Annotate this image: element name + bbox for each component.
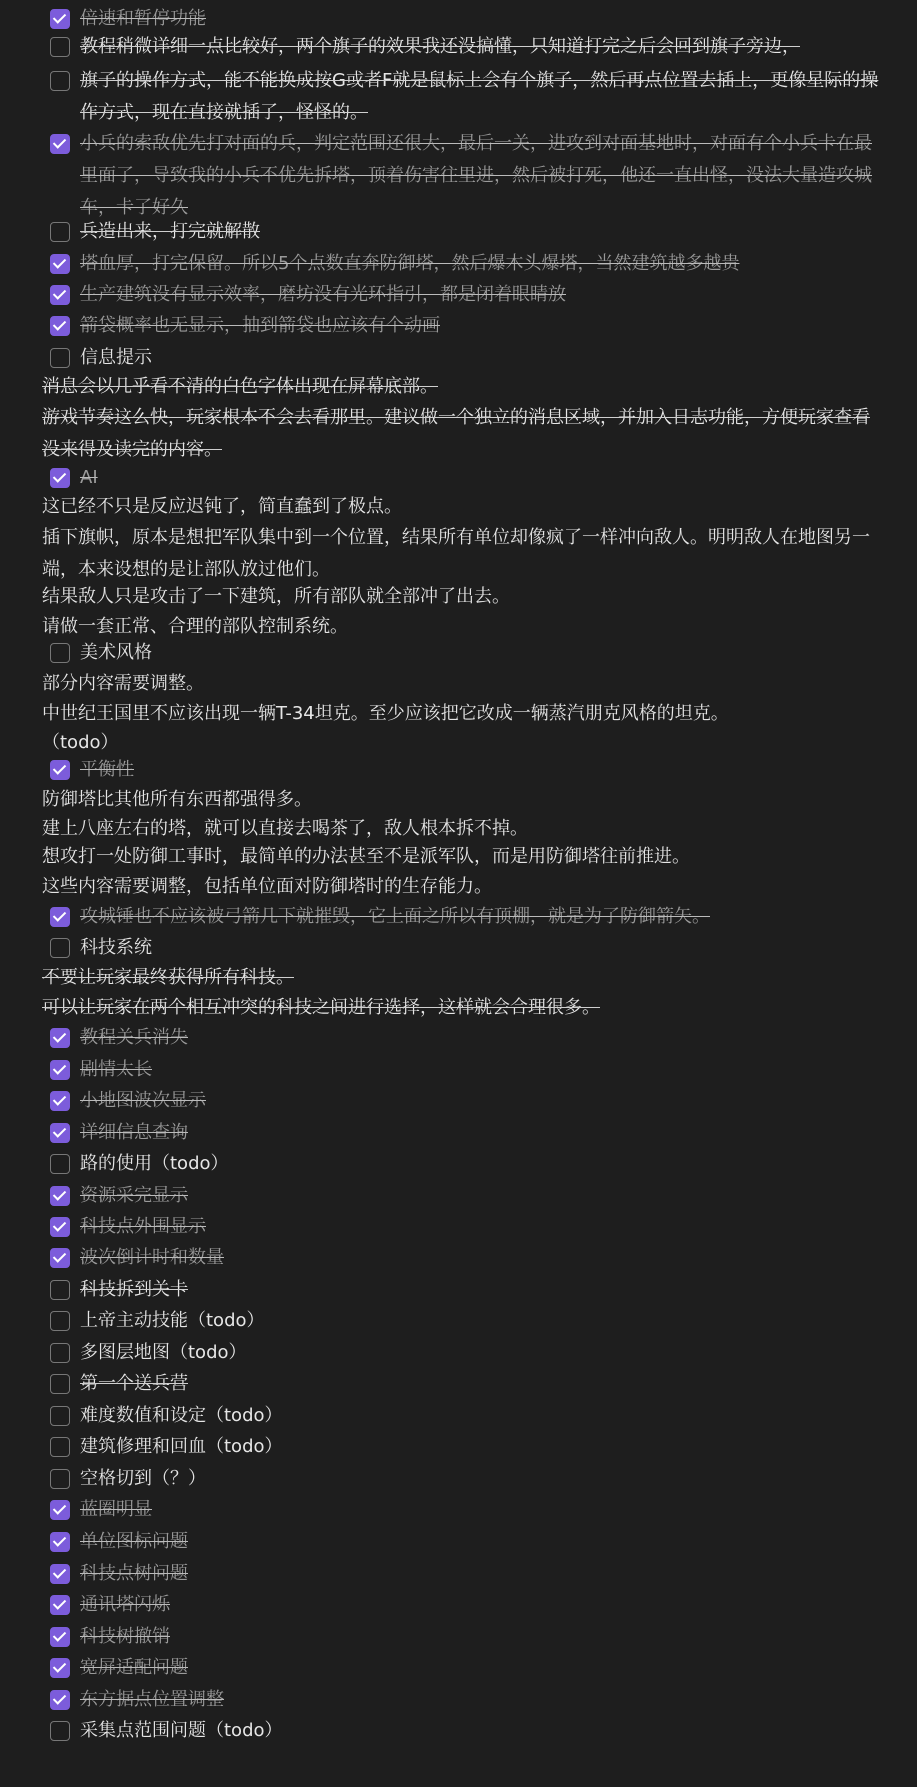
task-item xyxy=(50,279,880,311)
paragraph: （todo） xyxy=(42,732,119,753)
task-item xyxy=(50,901,880,933)
task-item xyxy=(50,1652,880,1684)
task-item xyxy=(50,216,880,248)
task-text: 箭袋概率也无显示，抽到箭袋也应该有个动画 xyxy=(80,315,440,336)
checkbox-unchecked[interactable] xyxy=(50,1721,70,1741)
task-text: 空格切到（？） xyxy=(80,1468,206,1489)
task-text: 塔血厚，打完保留。所以5个点数直奔防御塔，然后爆木头爆塔，当然建筑越多越贵 xyxy=(80,253,740,274)
paragraph: 中世纪王国里不应该出现一辆T-34坦克。至少应该把它改成一辆蒸汽朋克风格的坦克。 xyxy=(42,703,729,724)
task-item xyxy=(50,1621,880,1653)
paragraph: 请做一套正常、合理的部队控制系统。 xyxy=(42,616,348,637)
paragraph: 可以让玩家在两个相互冲突的科技之间进行选择，这样就会合理很多。 xyxy=(42,997,600,1018)
checkbox-checked[interactable] xyxy=(50,134,70,154)
task-text: 科技点树问题 xyxy=(80,1563,188,1584)
paragraph: 消息会以几乎看不清的白色字体出现在屏幕底部。 xyxy=(42,376,438,397)
checkbox-checked[interactable] xyxy=(50,1186,70,1206)
task-text: 单位图标问题 xyxy=(80,1531,188,1552)
checkbox-checked[interactable] xyxy=(50,1500,70,1520)
task-text: 教程关兵消失 xyxy=(80,1027,188,1048)
checkbox-checked[interactable] xyxy=(50,1248,70,1268)
task-item xyxy=(50,1117,880,1149)
task-item xyxy=(50,1180,880,1212)
task-text: 科技拆到关卡 xyxy=(80,1279,188,1300)
task-item xyxy=(50,754,880,786)
task-text: 小地图波次显示 xyxy=(80,1090,206,1111)
checkbox-unchecked[interactable] xyxy=(50,1469,70,1489)
checkbox-unchecked[interactable] xyxy=(50,1374,70,1394)
task-item xyxy=(50,1526,880,1558)
task-text: 资源采完显示 xyxy=(80,1185,188,1206)
checkbox-checked[interactable] xyxy=(50,1658,70,1678)
checkbox-unchecked[interactable] xyxy=(50,1343,70,1363)
task-text: 生产建筑没有显示效率，磨坊没有光环指引，都是闭着眼睛放 xyxy=(80,284,566,305)
checkbox-checked[interactable] xyxy=(50,285,70,305)
task-text: 采集点范围问题（todo） xyxy=(80,1720,283,1741)
task-item xyxy=(50,1431,880,1463)
task-item xyxy=(50,1211,880,1243)
checkbox-unchecked[interactable] xyxy=(50,1154,70,1174)
task-item xyxy=(50,1558,880,1590)
checkbox-unchecked[interactable] xyxy=(50,938,70,958)
paragraph: 游戏节奏这么快，玩家根本不会去看那里。建议做一个独立的消息区域，并加入日志功能，方便玩家查看没来得及读完的内容。 xyxy=(42,407,870,460)
task-item xyxy=(50,637,880,669)
task-item xyxy=(50,1463,880,1495)
checkbox-checked[interactable] xyxy=(50,1217,70,1237)
checkbox-checked[interactable] xyxy=(50,907,70,927)
task-text: 小兵的索敌优先打对面的兵，判定范围还很大，最后一关，进攻到对面基地时，对面有个小兵卡在最里面了，导致我的小兵不优先拆塔，顶着伤害往里进，然后被打死，他还一直出怪，没法大量造攻城车，卡了好久 xyxy=(80,133,872,218)
task-item xyxy=(50,1337,880,1369)
task-text: 信息提示 xyxy=(80,347,152,368)
task-text: 难度数值和设定（todo） xyxy=(80,1405,283,1426)
task-text: 科技系统 xyxy=(80,937,152,958)
task-item xyxy=(50,1400,880,1432)
task-item xyxy=(50,1022,880,1054)
task-item xyxy=(50,248,880,280)
task-text: 兵造出来，打完就解散 xyxy=(80,221,260,242)
task-text: 旗子的操作方式，能不能换成按G或者F就是鼠标上会有个旗子，然后再点位置去插上，更像星际的操作方式，现在直接就插了，怪怪的。 xyxy=(80,70,879,123)
task-text: 建筑修理和回血（todo） xyxy=(80,1436,283,1457)
task-text: 波次倒计时和数量 xyxy=(80,1247,224,1268)
task-text: 东方据点位置调整 xyxy=(80,1689,224,1710)
task-text: 详细信息查询 xyxy=(80,1122,188,1143)
task-item xyxy=(50,462,880,494)
checkbox-checked[interactable] xyxy=(50,254,70,274)
task-item xyxy=(50,1305,880,1337)
task-item xyxy=(50,65,880,129)
task-text: 平衡性 xyxy=(80,759,134,780)
paragraph: 插下旗帜，原本是想把军队集中到一个位置，结果所有单位却像疯了一样冲向敌人。明明敌人在地图另一端，本来设想的是让部队放过他们。 xyxy=(42,527,870,580)
task-item xyxy=(50,1274,880,1306)
checkbox-checked[interactable] xyxy=(50,1123,70,1143)
task-item xyxy=(50,128,880,224)
checkbox-checked[interactable] xyxy=(50,1091,70,1111)
task-item xyxy=(50,1085,880,1117)
task-text: 第一个送兵营 xyxy=(80,1373,188,1394)
task-text: 宽屏适配问题 xyxy=(80,1657,188,1678)
checkbox-checked[interactable] xyxy=(50,760,70,780)
checkbox-unchecked[interactable] xyxy=(50,1437,70,1457)
task-text: 倍速和暂停功能 xyxy=(80,8,206,29)
task-text: 路的使用（todo） xyxy=(80,1153,229,1174)
task-item xyxy=(50,1494,880,1526)
task-text: 上帝主动技能（todo） xyxy=(80,1310,265,1331)
checkbox-unchecked[interactable] xyxy=(50,222,70,242)
checkbox-unchecked[interactable] xyxy=(50,37,70,57)
checkbox-checked[interactable] xyxy=(50,1595,70,1615)
checkbox-checked[interactable] xyxy=(50,316,70,336)
task-item xyxy=(50,1054,880,1086)
checkbox-checked[interactable] xyxy=(50,1564,70,1584)
paragraph: 部分内容需要调整。 xyxy=(42,673,204,694)
checkbox-checked[interactable] xyxy=(50,1060,70,1080)
task-text: 剧情太长 xyxy=(80,1059,152,1080)
checkbox-checked[interactable] xyxy=(50,1532,70,1552)
task-item xyxy=(50,1148,880,1180)
task-item xyxy=(50,932,880,964)
paragraph: 这已经不只是反应迟钝了，简直蠢到了极点。 xyxy=(42,496,402,517)
task-item xyxy=(50,1368,880,1400)
checkbox-unchecked[interactable] xyxy=(50,1311,70,1331)
checkbox-checked[interactable] xyxy=(50,468,70,488)
checkbox-unchecked[interactable] xyxy=(50,1280,70,1300)
checkbox-checked[interactable] xyxy=(50,1627,70,1647)
paragraph: 防御塔比其他所有东西都强得多。 xyxy=(42,789,312,810)
task-text: 美术风格 xyxy=(80,642,152,663)
task-text: 教程稍微详细一点比较好，两个旗子的效果我还没搞懂，只知道打完之后会回到旗子旁边， xyxy=(80,36,800,57)
task-text: 科技点外围显示 xyxy=(80,1216,206,1237)
paragraph: 不要让玩家最终获得所有科技。 xyxy=(42,967,294,988)
checkbox-unchecked[interactable] xyxy=(50,1406,70,1426)
checkbox-unchecked[interactable] xyxy=(50,348,70,368)
checkbox-unchecked[interactable] xyxy=(50,643,70,663)
task-item xyxy=(50,1589,880,1621)
paragraph: 结果敌人只是攻击了一下建筑，所有部队就全部冲了出去。 xyxy=(42,586,510,607)
task-item xyxy=(50,31,880,63)
task-item xyxy=(50,1684,880,1716)
task-item xyxy=(50,310,880,342)
paragraph: 想攻打一处防御工事时，最简单的办法甚至不是派军队，而是用防御塔往前推进。 xyxy=(42,846,690,867)
task-item xyxy=(50,1715,880,1747)
task-text: 科技树撤销 xyxy=(80,1626,170,1647)
task-item xyxy=(50,342,880,374)
task-text: 通讯塔闪烁 xyxy=(80,1594,170,1615)
checkbox-checked[interactable] xyxy=(50,1690,70,1710)
paragraph: 建上八座左右的塔，就可以直接去喝茶了，敌人根本拆不掉。 xyxy=(42,818,528,839)
checkbox-unchecked[interactable] xyxy=(50,71,70,91)
paragraph: 这些内容需要调整，包括单位面对防御塔时的生存能力。 xyxy=(42,876,492,897)
checkbox-checked[interactable] xyxy=(50,9,70,29)
task-text: 攻城锤也不应该被弓箭几下就摧毁，它上面之所以有顶棚，就是为了防御箭矢。 xyxy=(80,906,710,927)
task-text: 蓝圈明显 xyxy=(80,1499,152,1520)
task-item xyxy=(50,1242,880,1274)
task-text: 多图层地图（todo） xyxy=(80,1342,247,1363)
task-text: AI xyxy=(80,467,98,488)
checkbox-checked[interactable] xyxy=(50,1028,70,1048)
